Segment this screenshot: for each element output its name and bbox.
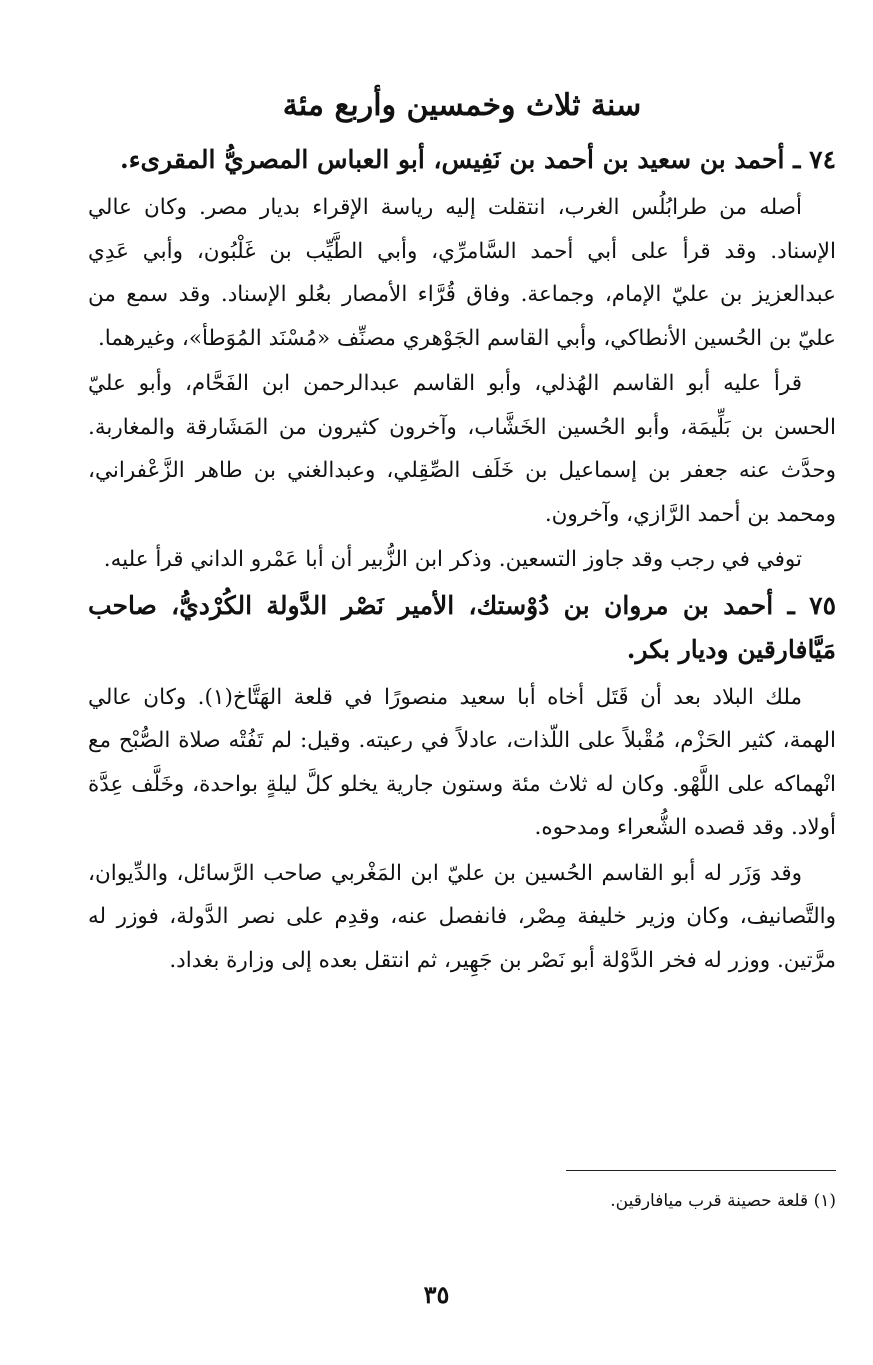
entry-heading: ٧٥ ـ أحمد بن مروان بن دُوْستك، الأمير نَصْر الدَّولة الكُرْديُّ، صاحب مَيَّافارقين وديار بكر.: [88, 590, 836, 664]
paragraph: وقد وَزَر له أبو القاسم الحُسين بن عليّ ابن المَغْربي صاحب الرَّسائل، والدِّيوان، والتَّصانيف، وكان وزير خليفة مِصْر، فانفصل عنه، وقدِم على نصر الدَّولة، فوزر له مرَّتين. ووزر له فخر الدَّوْلة أبو نَصْر بن جَهِير، ثم انتقل بعده إلى وزارة بغداد.: [88, 860, 836, 973]
paragraph: ملك البلاد بعد أن قَتَل أخاه أبا سعيد منصورًا في قلعة الهَتَّاخ(١). وكان عالي الهمة، كثير الحَزْم، مُقْبلاً على اللّذات، عادلاً في رعيته. وقيل: لم تَفُتْه صلاة الصُّبْح مع انْهماكه على اللَّهْو. وكان له ثلاث مئة وستون جارية يخلو كلَّ ليلةٍ بواحدة، وخَلَّف عِدَّة أولاد. وقد قصده الشُّعراء ومدحوه.: [88, 684, 836, 840]
entry-heading: ٧٤ ـ أحمد بن سعيد بن أحمد بن نَفِيس، أبو العباس المصريُّ المقرىء.: [120, 145, 836, 174]
paragraph: توفي في رجب وقد جاوز التسعين. وذكر ابن الزُّبير أن أبا عَمْرو الداني قرأ عليه.: [103, 547, 802, 572]
page-body: [88, 80, 836, 984]
paragraph: قرأ عليه أبو القاسم الهُذلي، وأبو القاسم عبدالرحمن ابن الفَحَّام، وأبو عليّ الحسن بن بَلِّيمَة، وأبو الحُسين الخَشَّاب، وآخرون كثيرون من المَشَارقة والمغاربة. وحدَّث عنه جعفر بن إسماعيل بن خَلَف الصِّقِلي، وعبدالغني بن طاهر الزَّعْفراني، ومحمد بن أحمد الرَّازي، وآخرون.: [88, 371, 836, 527]
footnote: (١) قلعة حصينة قرب ميافارقين.: [610, 1191, 836, 1211]
section-title: سنة ثلاث وخمسين وأربع مئة: [282, 88, 642, 123]
entry-75: [88, 584, 836, 983]
entry-74: [88, 138, 836, 582]
paragraph: أصله من طرابُلُس الغرب، انتقلت إليه رياسة الإقراء بديار مصر. وكان عالي الإسناد. وقد قرأ على أبي أحمد السَّامرِّي، وأبي الطَّيِّب بن غَلْبُون، وأبي عَدِي عبدالعزيز بن عليّ الإمام، وجماعة. وفاق قُرَّاء الأمصار بعُلو الإسناد. وقد سمع من عليّ بن الحُسين الأنطاكي، وأبي القاسم الجَوْهري مصنِّف «مُسْنَد المُوَطأ»، وغيرهما.: [88, 195, 836, 351]
footnote-separator: [566, 1170, 836, 1171]
page-number: ٣٥: [423, 1280, 450, 1309]
